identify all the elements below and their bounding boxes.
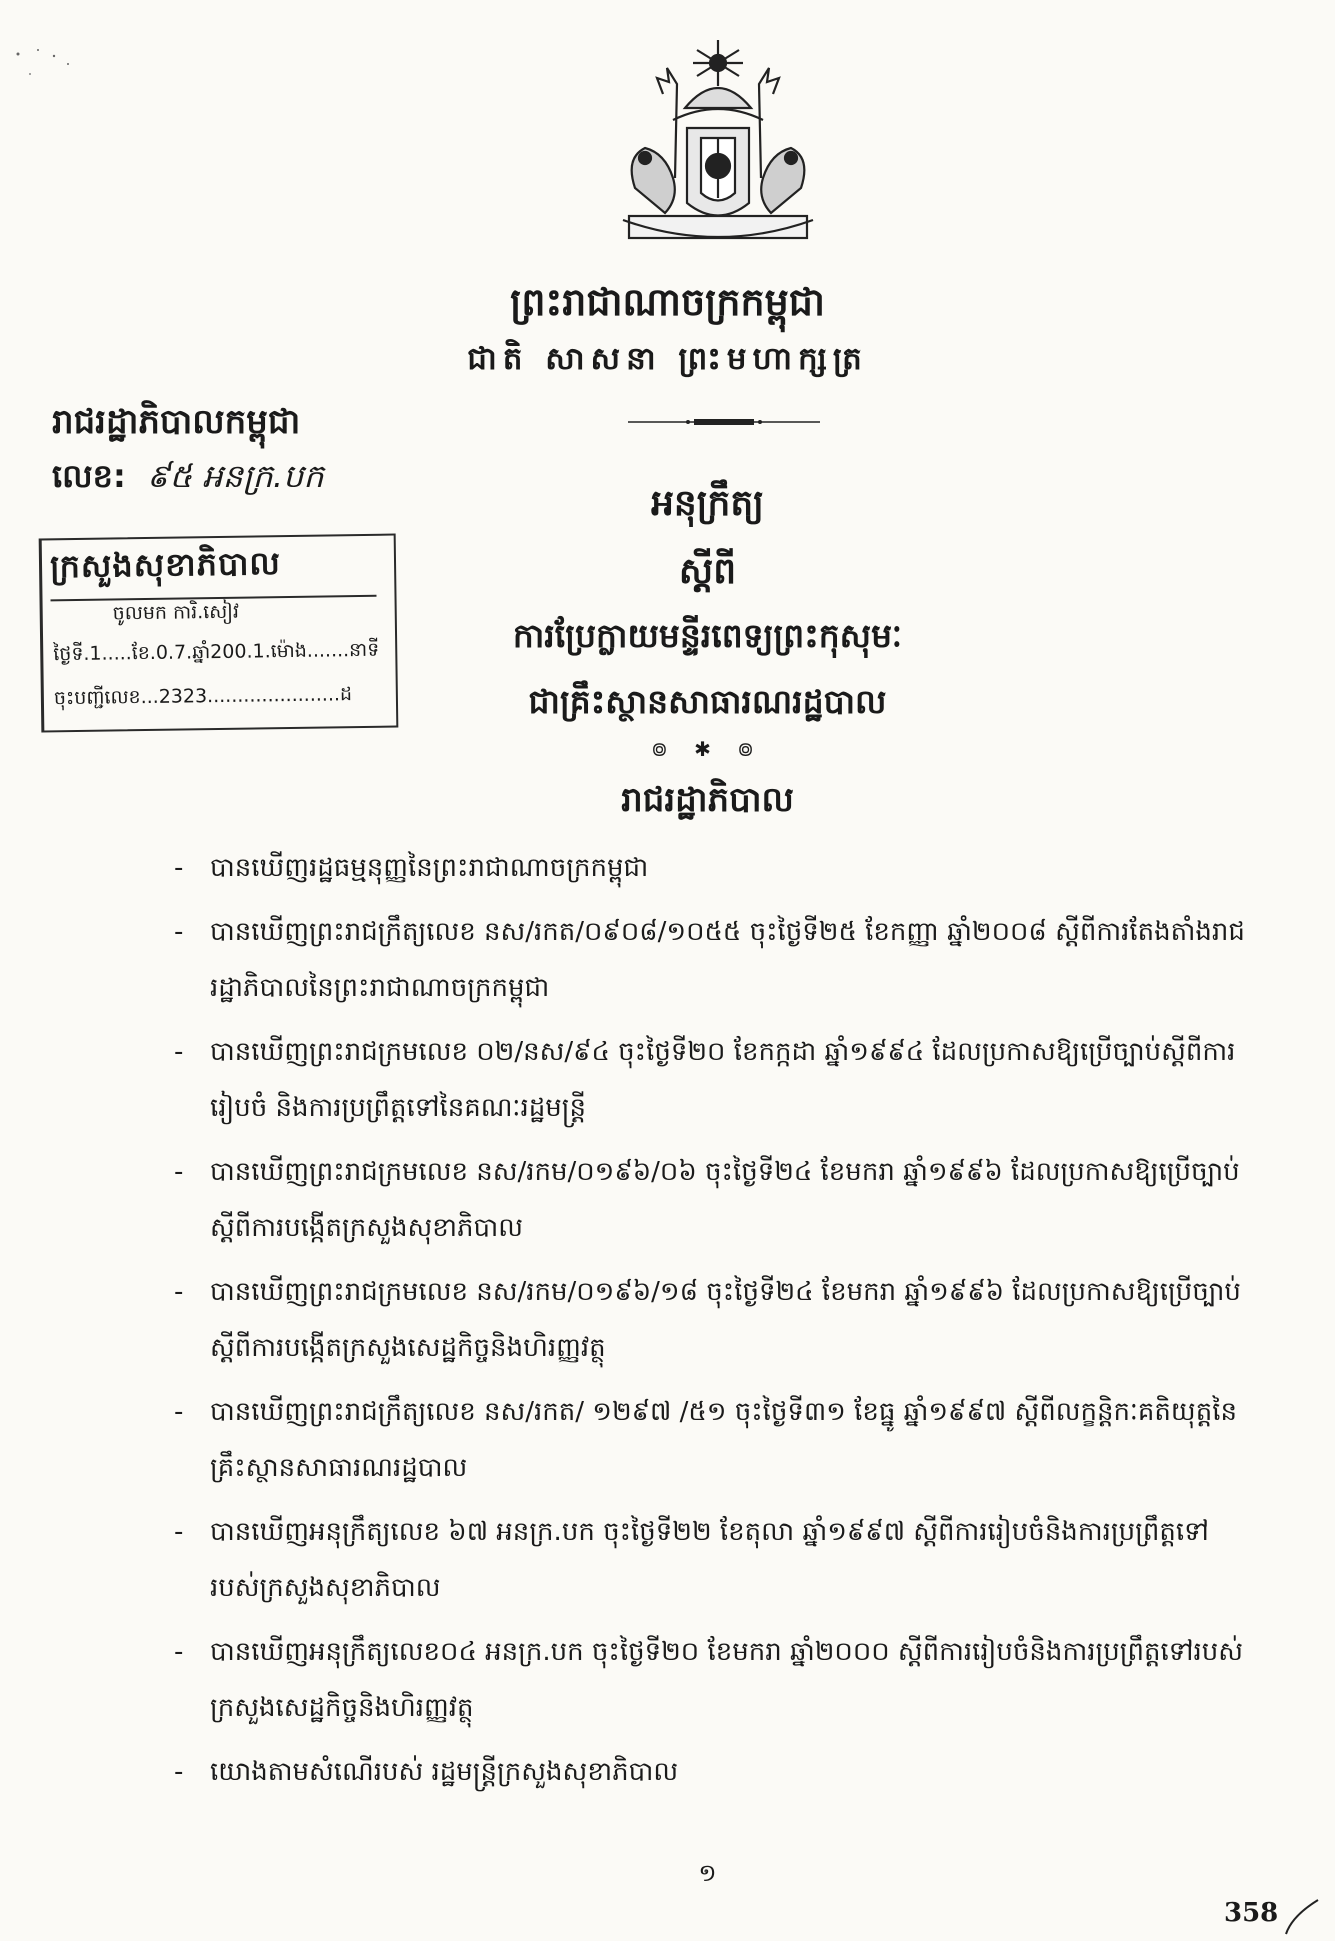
document-subject-line1: ការប្រែក្លាយមន្ទីរពេទ្យព្រះកុសុមៈ bbox=[512, 616, 903, 655]
consideration-item: - បានឃើញរដ្ឋធម្មនុញ្ញនៃព្រះរាជាណាចក្រកម្ពុជា bbox=[178, 840, 1256, 896]
document-type-title: អនុក្រឹត្យ bbox=[651, 483, 764, 524]
document-subject-line2: ជាគ្រឹះស្ថានសាធារណរដ្ឋបាល bbox=[528, 682, 887, 721]
consideration-item: - បានឃើញព្រះរាជក្រមលេខ ០២/នស/៩៤ ចុះថ្ងៃទី២០ ខែកក្កដា ឆ្នាំ១៩៩៤ ដែលប្រកាសឱ្យប្រើច្បាប់ស្តីពីការរៀបចំ និងការប្រព្រឹត្តទៅនៃគណៈរដ្ឋមន្ត្រី bbox=[178, 1024, 1256, 1136]
consideration-item: - បានឃើញព្រះរាជក្រមលេខ នស/រកម/០១៩៦/០៦ ចុះថ្ងៃទី២៤ ខែមករា ឆ្នាំ១៩៩៦ ដែលប្រកាសឱ្យប្រើច្បាប់ស្តីពីការបង្កើតក្រសួងសុខាភិបាល bbox=[178, 1144, 1256, 1256]
considerations-list bbox=[178, 840, 1256, 1808]
royal-arms-emblem-icon bbox=[615, 38, 821, 250]
stamp-received-line: ចូលមក ការិ.សៀវ bbox=[112, 600, 240, 625]
consideration-item: - បានឃើញព្រះរាជក្រឹត្យលេខ នស/រកត/០៩០៨/១០៥៥ ចុះថ្ងៃទី២៥ ខែកញ្ញា ឆ្នាំ២០០៨ ស្តីពីការតែងតាំងរាជរដ្ឋាភិបាលនៃព្រះរាជាណាចក្រកម្ពុជា bbox=[178, 904, 1256, 1016]
ornamental-divider bbox=[628, 416, 820, 428]
issuing-government: រាជរដ្ឋាភិបាលកម្ពុជា bbox=[52, 402, 301, 442]
page-number: ១ bbox=[698, 1859, 717, 1887]
consideration-item: - បានឃើញអនុក្រឹត្យលេខ ៦៧ អនក្រ.បក ចុះថ្ងៃទី២២ ខែតុលា ឆ្នាំ១៩៩៧ ស្តីពីការរៀបចំនិងការប្រព្រឹត្តទៅរបស់ក្រសួងសុខាភិបាល bbox=[178, 1504, 1256, 1616]
archive-reference-number: 358 bbox=[1224, 1898, 1279, 1928]
ornament-mark: ៙ ✱ ៙ bbox=[651, 737, 764, 761]
stamp-registration-line: ចុះបញ្ជីលេខ...2323......................ដ bbox=[53, 683, 353, 710]
issuing-authority-heading: រាជរដ្ឋាភិបាល bbox=[621, 780, 794, 820]
scan-speckle bbox=[8, 44, 88, 94]
consideration-item: - បានឃើញព្រះរាជក្រមលេខ នស/រកម/០១៩៦/១៨ ចុះថ្ងៃទី២៤ ខែមករា ឆ្នាំ១៩៩៦ ដែលប្រកាសឱ្យប្រើច្បាប់ស្តីពីការបង្កើតក្រសួងសេដ្ឋកិច្ចនិងហិរញ្ញវត្ថុ bbox=[178, 1264, 1256, 1376]
consideration-item: - យោងតាមសំណើរបស់ រដ្ឋមន្ត្រីក្រសួងសុខាភិបាល bbox=[178, 1744, 1256, 1800]
national-motto: ជាតិ សាសនា ព្រះមហាក្សត្រ bbox=[467, 341, 868, 377]
document-about-label: ស្តីពី bbox=[678, 551, 737, 592]
kingdom-heading: ព្រះរាជាណាចក្រកម្ពុជា bbox=[510, 280, 825, 324]
document-number-value: ៩៥ អនក្រ.បក bbox=[146, 457, 324, 495]
consideration-item: - បានឃើញអនុក្រឹត្យលេខ០៤ អនក្រ.បក ចុះថ្ងៃទី២០ ខែមករា ឆ្នាំ២០០០ ស្តីពីការរៀបចំនិងការប្រព្រឹត្តទៅរបស់ក្រសួងសេដ្ឋកិច្ចនិងហិរញ្ញវត្ថុ bbox=[178, 1624, 1256, 1736]
consideration-item: - បានឃើញព្រះរាជក្រឹត្យលេខ នស/រកត/ ១២៩៧ /៥១ ចុះថ្ងៃទី៣១ ខែធ្នូ ឆ្នាំ១៩៩៧ ស្តីពីលក្ខន្តិកៈគតិយុត្តនៃគ្រឹះស្ថានសាធារណរដ្ឋបាល bbox=[178, 1384, 1256, 1496]
stamp-ministry-name: ក្រសួងសុខាភិបាល bbox=[50, 542, 377, 602]
handwritten-slash-mark bbox=[1282, 1896, 1322, 1936]
document-number-label: លេខ: bbox=[52, 457, 126, 495]
stamp-date-line: ថ្ងៃទី.1.....ខែ.0.7.ឆ្នាំ200.1.ម៉ោង.......នាទី bbox=[53, 638, 380, 666]
